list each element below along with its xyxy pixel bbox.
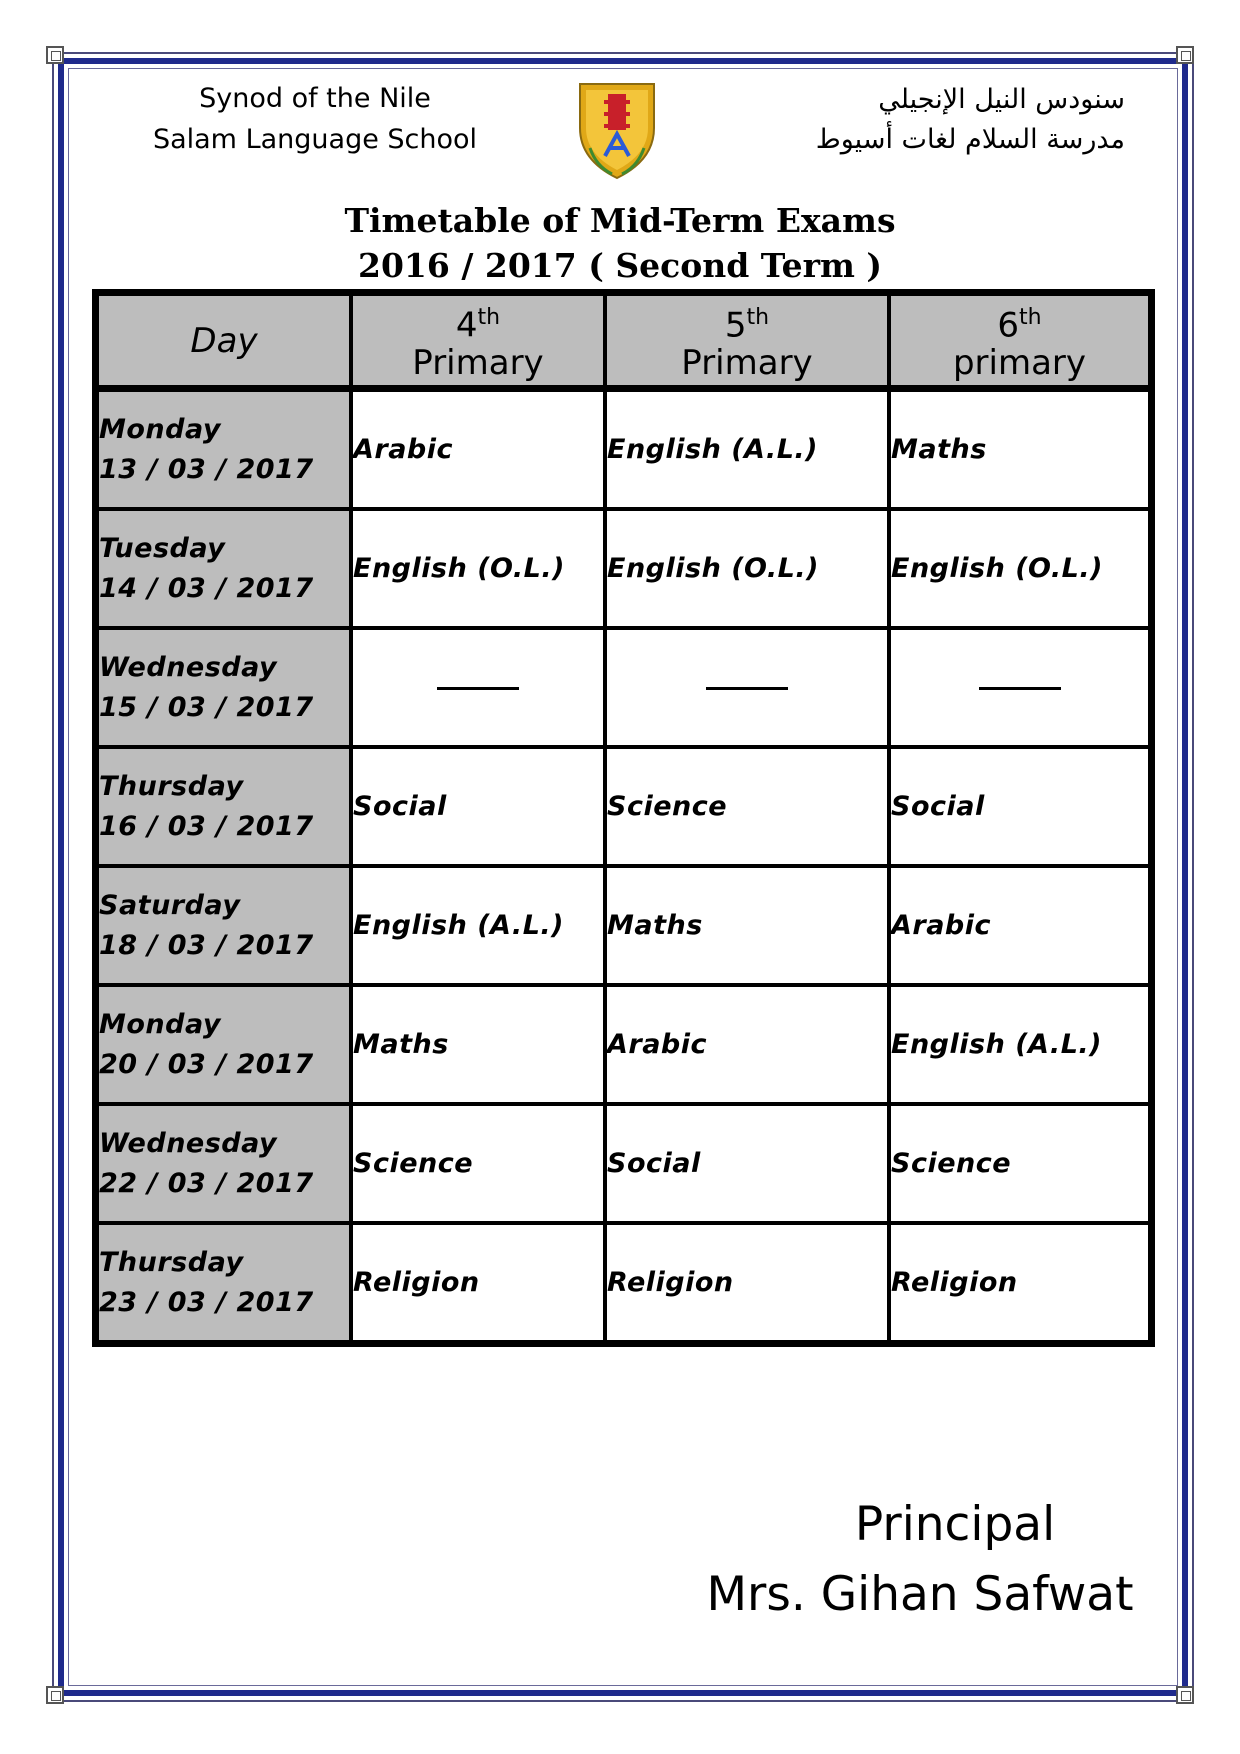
grade-label: primary [952, 343, 1087, 384]
grade-number: 5 [724, 305, 747, 346]
no-exam-dash [706, 687, 788, 690]
table-row [97, 1104, 1150, 1223]
table-header-row [97, 294, 1150, 390]
grade-suffix: th [477, 304, 501, 330]
grade-suffix: th [1019, 304, 1042, 330]
subject-cell: Maths [889, 390, 1150, 509]
table-row [97, 1223, 1150, 1342]
grade-label: Primary [412, 343, 544, 384]
title-line2: 2016 / 2017 ( Second Term ) [358, 246, 882, 285]
grade-suffix: th [746, 304, 770, 330]
table-row [97, 747, 1150, 866]
exam-date: 13 / 03 / 2017 [99, 453, 314, 485]
subject-cell: Social [351, 747, 605, 866]
header-grade-5 [605, 294, 889, 390]
table-row [97, 985, 1150, 1104]
title-line1: Timetable of Mid-Term Exams [344, 201, 896, 240]
subject-cell: Arabic [605, 985, 889, 1104]
school-name-english [145, 78, 485, 160]
shield-crest-icon [572, 78, 662, 182]
header-grade-6 [889, 294, 1150, 390]
corner-ornament [46, 1686, 64, 1704]
subject-cell: Arabic [351, 390, 605, 509]
day-name: Monday [99, 1008, 221, 1040]
no-exam-dash [437, 687, 519, 690]
day-name: Thursday [99, 770, 244, 802]
no-exam-cell [351, 628, 605, 747]
subject-cell: Maths [351, 985, 605, 1104]
day-cell [97, 390, 351, 509]
exam-date: 15 / 03 / 2017 [99, 691, 314, 723]
grade-number: 4 [455, 305, 478, 346]
subject-cell: Science [889, 1104, 1150, 1223]
subject-cell: Science [351, 1104, 605, 1223]
subject-cell: Religion [889, 1223, 1150, 1342]
school-name-line2: Salam Language School [152, 124, 478, 155]
subject-cell: Social [889, 747, 1150, 866]
day-cell [97, 866, 351, 985]
day-cell [97, 509, 351, 628]
day-cell [97, 985, 351, 1104]
exam-date: 14 / 03 / 2017 [99, 572, 314, 604]
subject-cell: Science [605, 747, 889, 866]
corner-ornament [1176, 1686, 1194, 1704]
corner-ornament [1176, 46, 1194, 64]
subject-cell: English (O.L.) [889, 509, 1150, 628]
day-cell [97, 628, 351, 747]
subject-cell: Social [605, 1104, 889, 1223]
subject-cell: English (A.L.) [605, 390, 889, 509]
exam-date: 20 / 03 / 2017 [99, 1048, 314, 1080]
school-name-line1: Synod of the Nile [199, 83, 431, 114]
subject-cell: Religion [351, 1223, 605, 1342]
table-row [97, 390, 1150, 509]
subject-cell: Arabic [889, 866, 1150, 985]
day-name: Wednesday [99, 1127, 278, 1159]
exam-date: 18 / 03 / 2017 [99, 929, 314, 961]
table-row [97, 509, 1150, 628]
day-name: Tuesday [99, 532, 226, 564]
subject-cell: English (O.L.) [351, 509, 605, 628]
subject-cell: Maths [605, 866, 889, 985]
subject-cell: Religion [605, 1223, 889, 1342]
school-name-ar-line1: سنودس النيل الإنجيلي [878, 84, 1125, 115]
subject-cell: English (A.L.) [351, 866, 605, 985]
school-name-ar-line2: مدرسة السلام لغات أسيوط [815, 124, 1125, 155]
subject-cell: English (O.L.) [605, 509, 889, 628]
signature-name: Mrs. Gihan Safwat [706, 1567, 1134, 1622]
exam-date: 23 / 03 / 2017 [99, 1286, 314, 1318]
corner-ornament [46, 46, 64, 64]
no-exam-cell [889, 628, 1150, 747]
no-exam-dash [979, 687, 1061, 690]
header-day: Day [97, 294, 351, 390]
day-cell [97, 1104, 351, 1223]
signature-title: Principal [854, 1497, 1056, 1552]
exam-timetable [92, 289, 1155, 1347]
grade-number: 6 [997, 305, 1020, 346]
no-exam-cell [605, 628, 889, 747]
document-title [180, 198, 1060, 288]
signature-block [690, 1490, 1150, 1630]
exam-date: 22 / 03 / 2017 [99, 1167, 314, 1199]
day-cell [97, 747, 351, 866]
table-row [97, 866, 1150, 985]
day-cell [97, 1223, 351, 1342]
school-name-arabic [780, 80, 1125, 160]
day-name: Thursday [99, 1246, 244, 1278]
day-name: Monday [99, 413, 221, 445]
subject-cell: English (A.L.) [889, 985, 1150, 1104]
table-row [97, 628, 1150, 747]
day-name: Wednesday [99, 651, 278, 683]
grade-label: Primary [681, 343, 813, 384]
header-grade-4 [351, 294, 605, 390]
day-name: Saturday [99, 889, 241, 921]
exam-date: 16 / 03 / 2017 [99, 810, 314, 842]
